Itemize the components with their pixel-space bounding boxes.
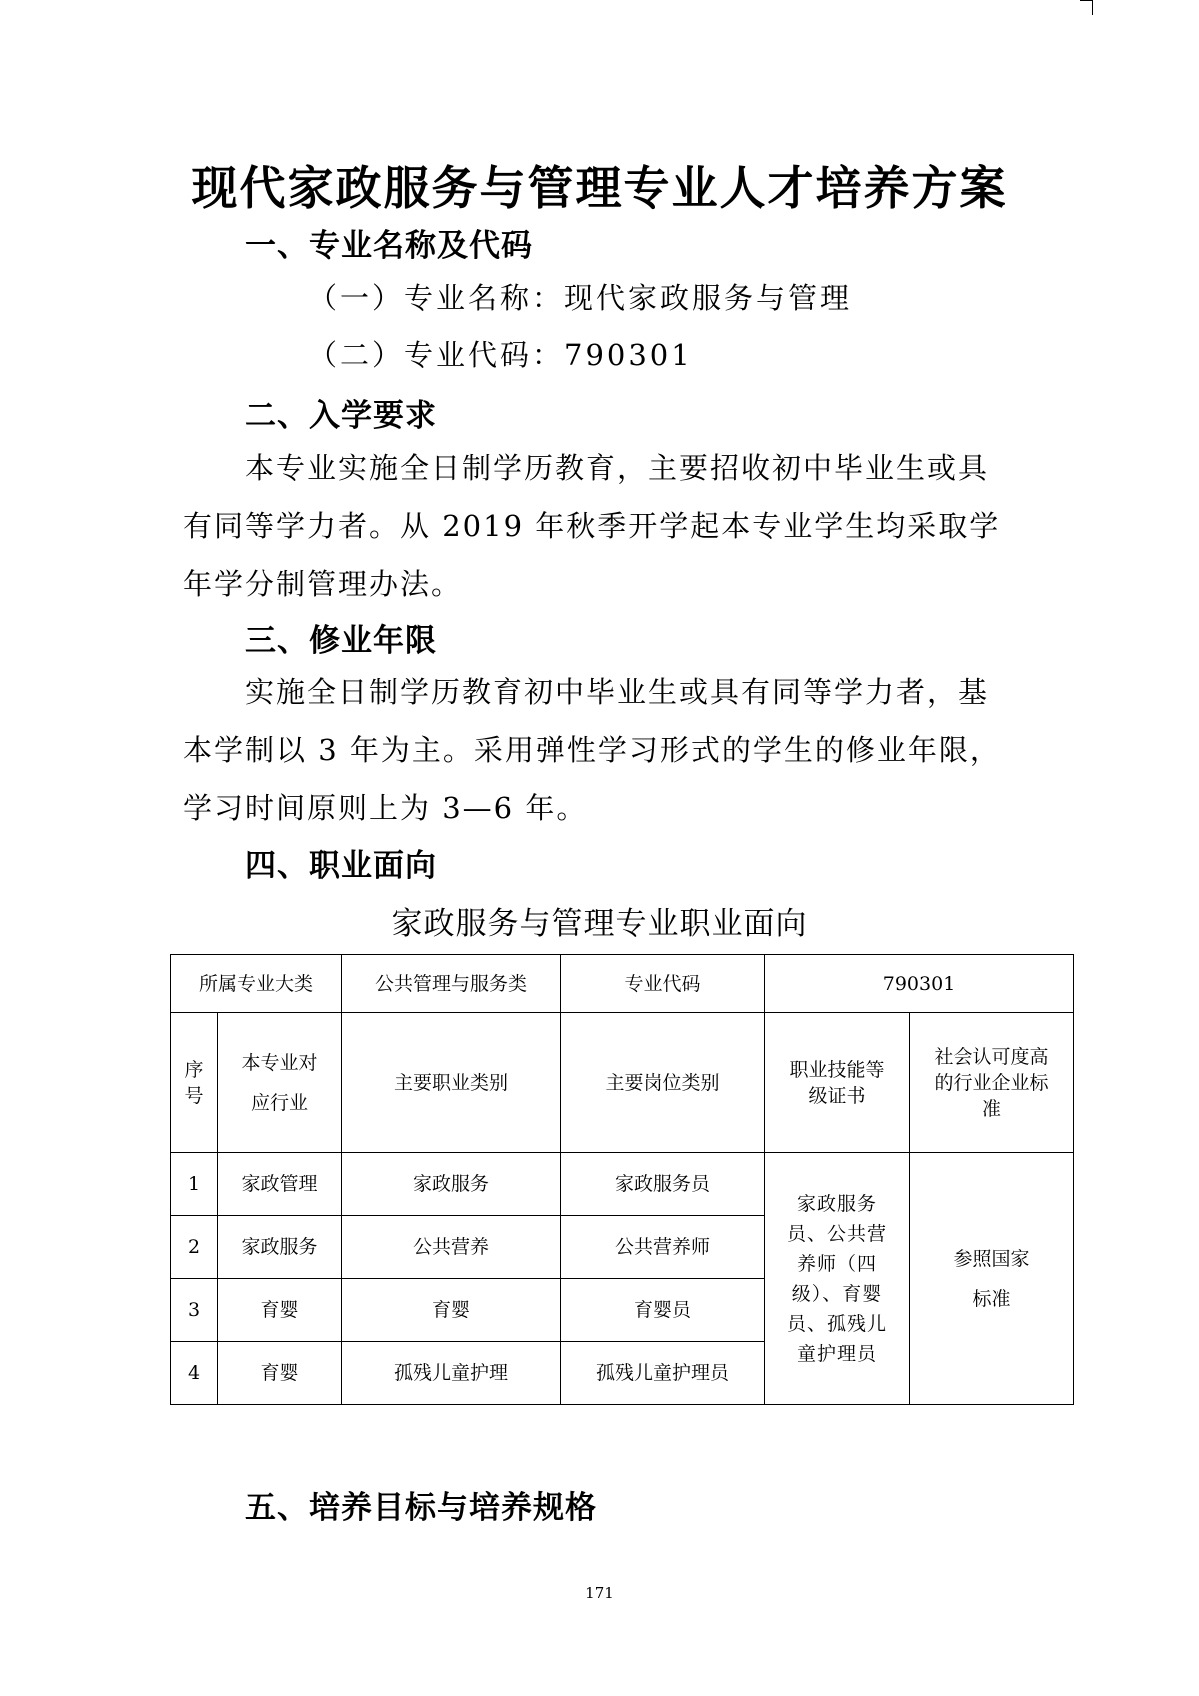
row-industry: 家政服务 <box>218 1216 342 1279</box>
row-occupation: 公共营养 <box>342 1216 561 1279</box>
row-industry: 育婴 <box>218 1342 342 1405</box>
standard-cell: 参照国家标准 <box>910 1153 1074 1405</box>
duration-line: 学习时间原则上为 3—6 年。 <box>183 791 588 825</box>
page-number: 171 <box>585 1584 614 1602</box>
career-table <box>170 954 1074 1405</box>
section-heading-3: 三、修业年限 <box>245 623 437 659</box>
major-name: （一）专业名称：现代家政服务与管理 <box>308 281 853 315</box>
admission-line: 年学分制管理办法。 <box>183 567 463 601</box>
code-label: 专业代码 <box>561 955 765 1013</box>
admission-line: 本专业实施全日制学历教育，主要招收初中毕业生或具 <box>245 451 990 485</box>
section-heading-4: 四、职业面向 <box>245 848 437 884</box>
row-position: 育婴员 <box>561 1279 765 1342</box>
header-standard: 社会认可度高的行业企业标准 <box>910 1013 1074 1153</box>
certificate-cell: 家政服务员、公共营养师（四级）、育婴员、孤残儿童护理员 <box>765 1153 910 1405</box>
table-top-row <box>171 955 1074 1013</box>
row-position: 家政服务员 <box>561 1153 765 1216</box>
header-position: 主要岗位类别 <box>561 1013 765 1153</box>
row-number: 2 <box>171 1216 218 1279</box>
row-position: 孤残儿童护理员 <box>561 1342 765 1405</box>
row-industry: 家政管理 <box>218 1153 342 1216</box>
row-occupation: 育婴 <box>342 1279 561 1342</box>
row-number: 1 <box>171 1153 218 1216</box>
row-occupation: 家政服务 <box>342 1153 561 1216</box>
duration-line: 本学制以 3 年为主。采用弹性学习形式的学生的修业年限， <box>183 733 1001 767</box>
row-position: 公共营养师 <box>561 1216 765 1279</box>
section-heading-2: 二、入学要求 <box>245 398 437 434</box>
table-row <box>171 1153 1074 1216</box>
category-value: 公共管理与服务类 <box>342 955 561 1013</box>
table-header-row <box>171 1013 1074 1153</box>
table-caption: 家政服务与管理专业职业面向 <box>391 906 808 942</box>
admission-line: 有同等学力者。从 2019 年秋季开学起本专业学生均采取学 <box>183 509 1001 543</box>
section-heading-1: 一、专业名称及代码 <box>245 228 533 264</box>
major-code: （二）专业代码：790301 <box>308 338 693 372</box>
row-number: 4 <box>171 1342 218 1405</box>
section-heading-5: 五、培养目标与培养规格 <box>245 1490 597 1526</box>
duration-paragraph <box>183 663 1033 837</box>
row-occupation: 孤残儿童护理 <box>342 1342 561 1405</box>
header-number: 序号 <box>171 1013 218 1153</box>
duration-line: 实施全日制学历教育初中毕业生或具有同等学力者，基 <box>245 675 990 709</box>
document-title: 现代家政服务与管理专业人才培养方案 <box>191 161 1008 215</box>
row-number: 3 <box>171 1279 218 1342</box>
row-industry: 育婴 <box>218 1279 342 1342</box>
header-industry: 本专业对应行业 <box>218 1013 342 1153</box>
code-value: 790301 <box>765 955 1074 1013</box>
admission-paragraph <box>183 439 1033 613</box>
category-label: 所属专业大类 <box>171 955 342 1013</box>
header-occupation: 主要职业类别 <box>342 1013 561 1153</box>
header-certificate: 职业技能等级证书 <box>765 1013 910 1153</box>
crop-mark <box>1080 0 1093 15</box>
